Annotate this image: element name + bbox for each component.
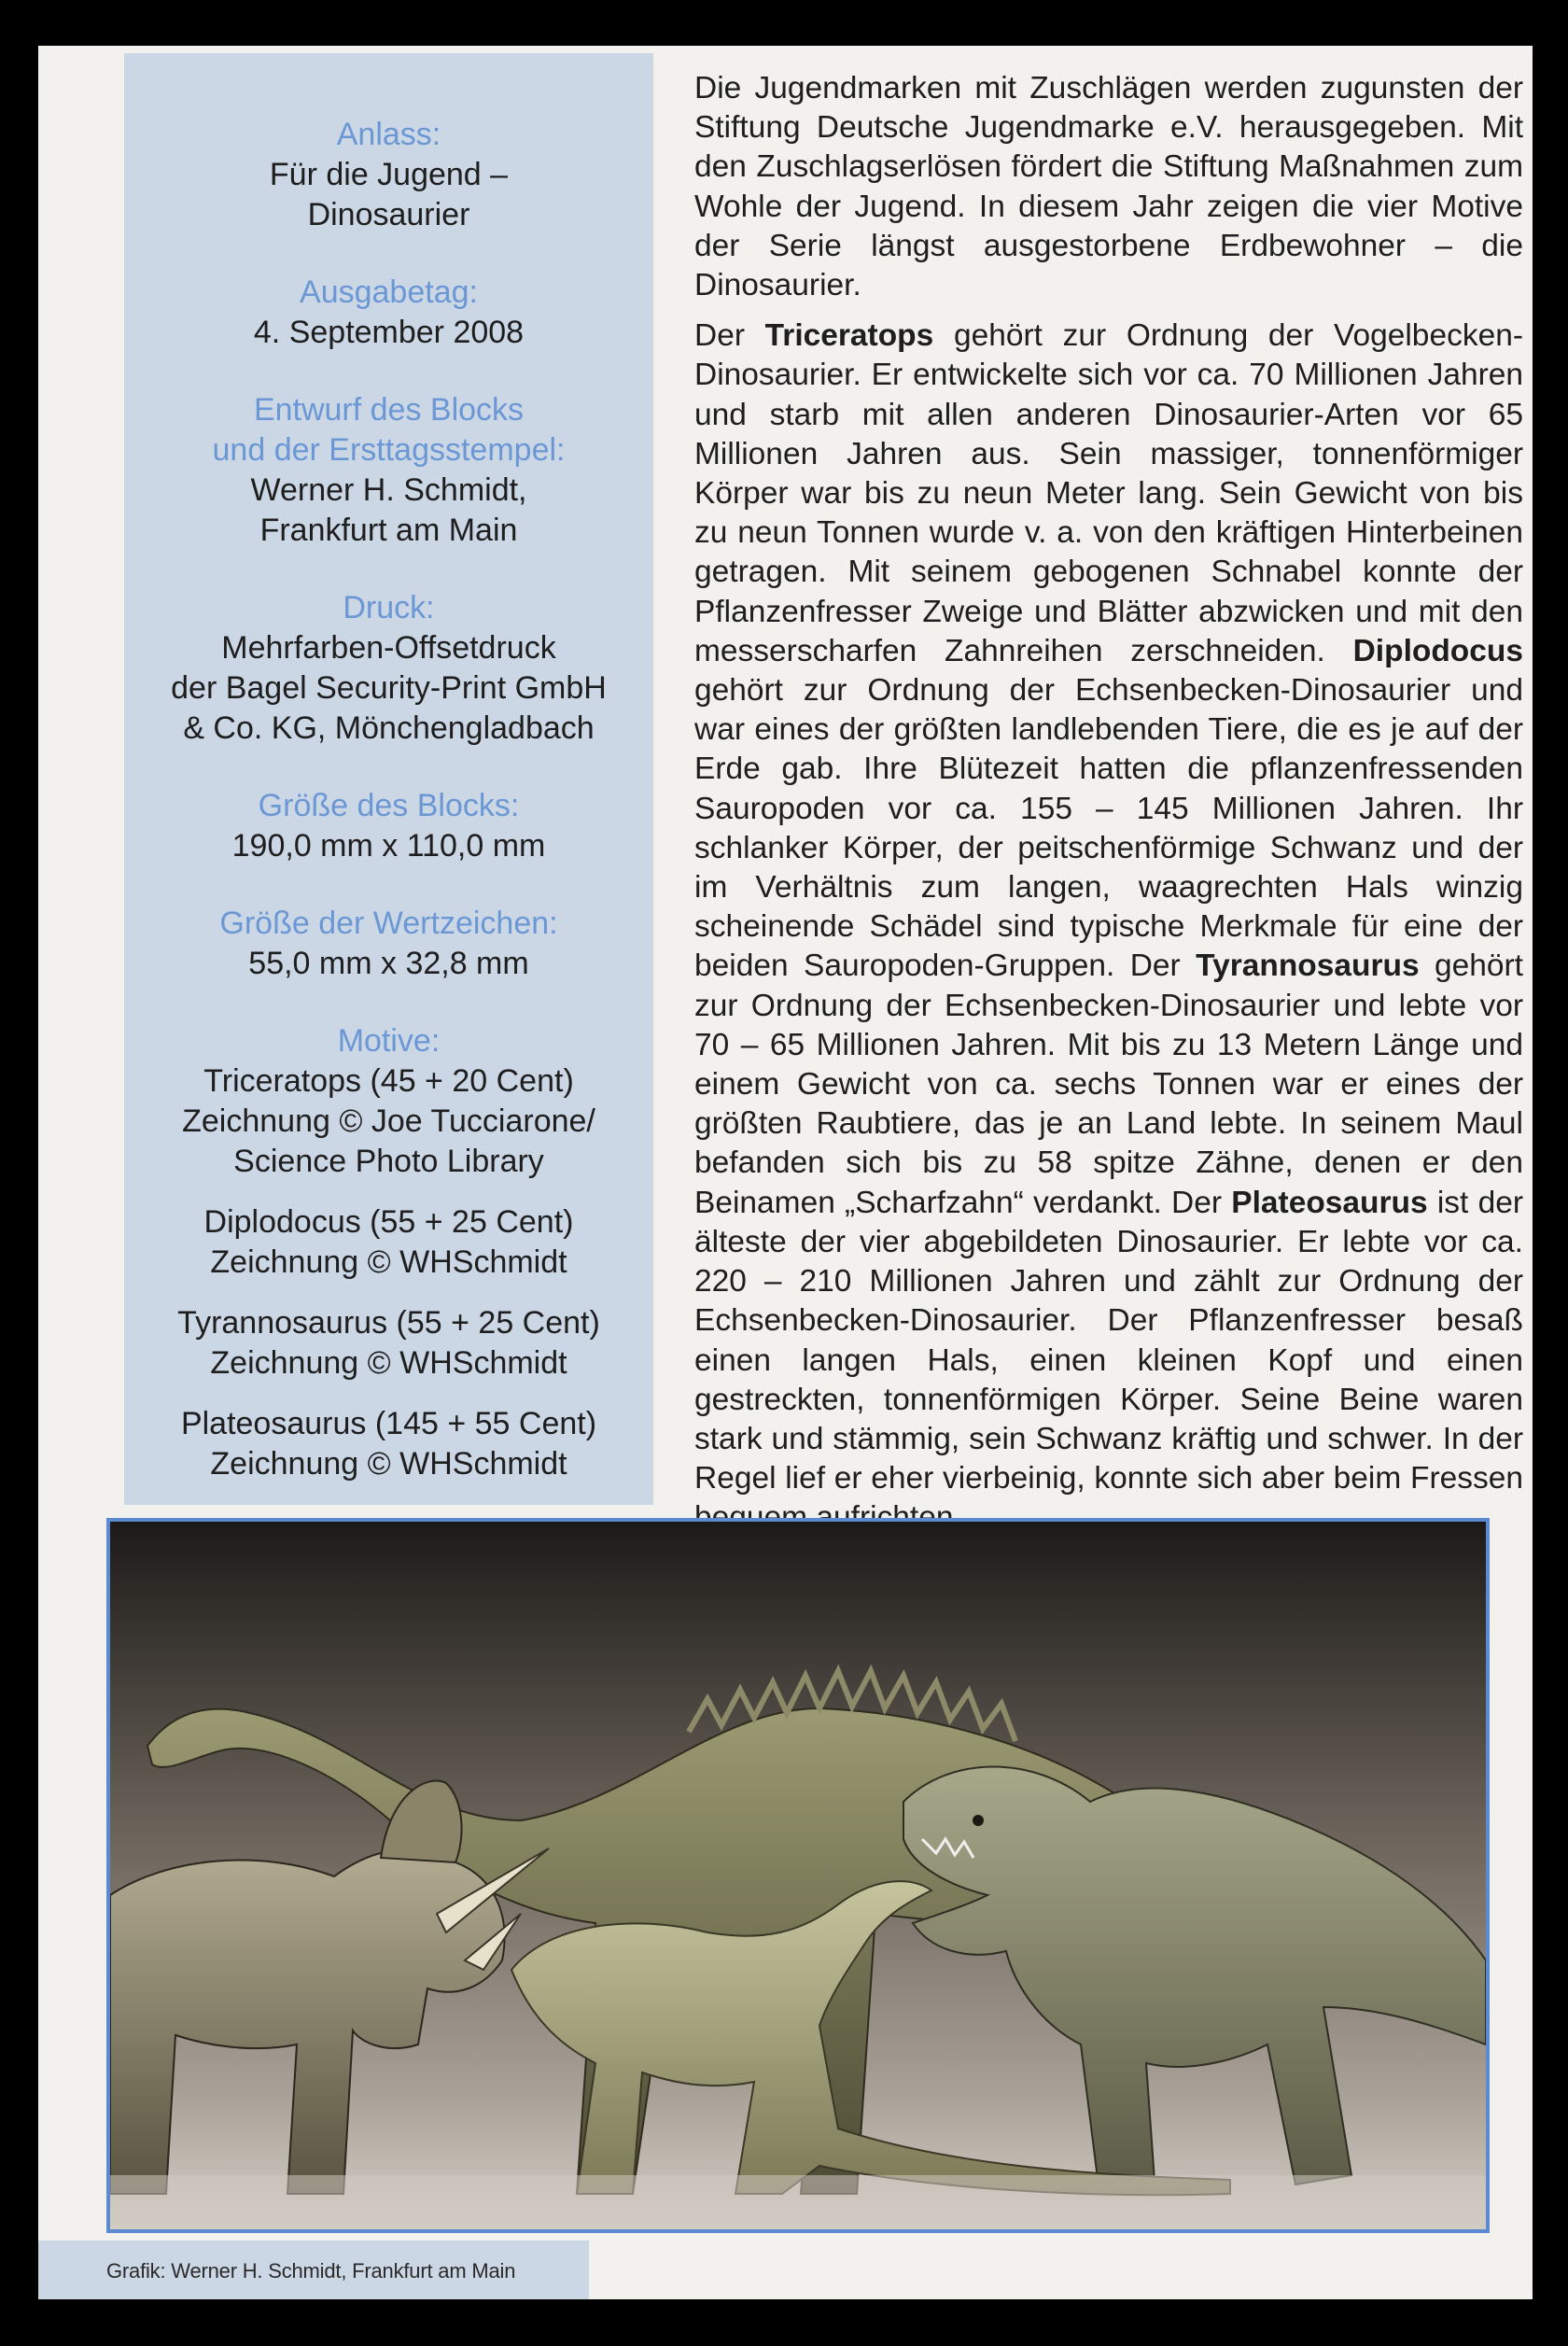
article-intro-paragraph: Die Jugendmarken mit Zuschlägen werden zugunsten der Stiftung Deutsche Jugendmarke e.V. herausgegeben. Mit den Zuschlagserlösen fördert die Stiftung Maßnahmen zum Wohle der Jugend. In diesem Jahr zeigen die vier Motive der Serie längst ausgestorbene Erdbewohner – die Dinosaurier.: [694, 71, 1523, 303]
term-diplodocus: Diplodocus: [1352, 633, 1523, 668]
term-plateosaurus: Plateosaurus: [1231, 1185, 1428, 1220]
term-tyrannosaurus: Tyrannosaurus: [1196, 948, 1420, 984]
ausgabetag-value: 4. September 2008: [253, 315, 525, 350]
anlass-value-line1: Für die Jugend –: [269, 157, 509, 192]
text-run: ist der älteste der vier abgebildeten Dinosaurier. Er lebte vor ca. 220 – 210 Millionen Jahren und zählt zur Ordnung der Echsenbecken-Dinosaurier. Der Pflanzenfresser besaß einen langen Hals, einen kleinen Kopf und einen gestreckten, tonnenförmigen Körper. Seine Beine waren stark und stämmig, sein Schwanz kräftig und schwer. In der Regel lief er eher vierbeinig, konnte sich aber beim Fressen: [694, 1185, 1523, 1496]
groesse-block-label: Größe des Blocks:: [258, 788, 520, 823]
entwurf-label-line1: Entwurf des Blocks: [253, 392, 525, 428]
info-sidebar: [124, 53, 653, 1505]
motive-credit: Zeichnung © WHSchmidt: [210, 1345, 567, 1381]
groesse-wert-section: [124, 904, 653, 984]
anlass-label: Anlass:: [336, 117, 441, 152]
article-text: [694, 69, 1523, 1538]
motive-title: Plateosaurus (145 + 55 Cent): [180, 1406, 597, 1441]
text-run: gehört zur Ordnung der Echsenbecken-Dinosaurier und lebte vor 70 – 65 Millionen Jahren. Mit bis zu 13 Metern Länge und einem Gewicht von ca. sechs Tonnen war er eines der größten Raubtiere, das je an Land lebte. In seinem Maul befanden sich bis zu 58 spitze Zähne, denen er den Beinamen „Scharfzahn“ verdankt. Der: [694, 948, 1523, 1220]
text-run: gehört zur Ordnung der Echsenbecken-Dinosaurier und war eines der größten landlebenden Tiere, die es je auf der Erde gab. Ihre Blütezeit hatten die pflanzenfressenden Sauropoden vor ca. 155 – 145 Millionen Jahren. Ihr schlanker Körper, der peitschenförmige Schwanz und der im Verhältnis zum langen, waagrechten Hals winzig scheinende Schädel sind typische Merkmale für eine der beiden Sauropoden-Gruppen. Der: [694, 673, 1523, 984]
motive-title: Diplodocus (55 + 25 Cent): [203, 1204, 574, 1240]
motive-credit-line2: Science Photo Library: [233, 1144, 544, 1179]
druck-section: [124, 588, 653, 749]
entwurf-value-line1: Werner H. Schmidt,: [250, 472, 527, 508]
graphic-credit-bar: [38, 2241, 589, 2299]
text-run: gehört zur Ordnung der Vogelbecken-Dinosaurier. Er entwickelte sich vor ca. 70 Millionen Jahren und starb mit allen anderen Dinosaurier-Arten vor 65 Millionen Jahren aus. Sein massiger, tonnenförmiger Körper war bis zu neun Meter lang. Sein Gewicht von bis zu neun Tonnen wurde v. a. von den kräftigen Hinterbeinen getragen. Mit seinem gebogenen Schnabel konnte der Pflanzenfresser Zweige und Blätter abzwicken und mit den messerscharfen Zahnreihen zerschneiden.: [694, 318, 1523, 668]
anlass-section: [124, 115, 653, 235]
druck-value-line3: & Co. KG, Mönchengladbach: [183, 710, 595, 746]
dinosaur-illustration: [106, 1518, 1490, 2233]
anlass-value-line2: Dinosaurier: [307, 197, 470, 232]
motive-item: [124, 1061, 653, 1182]
druck-value-line1: Mehrfarben-Offsetdruck: [221, 630, 556, 666]
druck-value-line2: der Bagel Security-Print GmbH: [171, 670, 607, 706]
text-run: Der: [694, 318, 765, 354]
motive-item: [124, 1202, 653, 1283]
motive-label: Motive:: [337, 1023, 441, 1059]
motive-title: Tyrannosaurus (55 + 25 Cent): [177, 1305, 600, 1341]
motive-title: Triceratops (45 + 20 Cent): [203, 1063, 574, 1099]
groesse-wert-value: 55,0 mm x 32,8 mm: [248, 946, 529, 981]
article-dinosaur-paragraph: [694, 316, 1523, 1538]
ausgabetag-section: [124, 273, 653, 353]
motive-credit: Zeichnung © WHSchmidt: [210, 1244, 567, 1280]
entwurf-value-line2: Frankfurt am Main: [259, 513, 518, 548]
term-triceratops: Triceratops: [764, 318, 934, 354]
ausgabetag-label: Ausgabetag:: [300, 274, 478, 310]
motive-section: [124, 1021, 653, 1484]
motive-credit: Zeichnung © Joe Tucciarone/: [182, 1103, 595, 1139]
brochure-page: [38, 46, 1533, 2299]
graphic-credit: Grafik: Werner H. Schmidt, Frankfurt am Main: [106, 2259, 516, 2283]
groesse-block-value: 190,0 mm x 110,0 mm: [231, 828, 546, 864]
groesse-block-section: [124, 786, 653, 866]
motive-item: [124, 1404, 653, 1484]
motive-credit: Zeichnung © WHSchmidt: [210, 1446, 567, 1482]
entwurf-section: [124, 390, 653, 551]
motive-item: [124, 1303, 653, 1384]
groesse-wert-label: Größe der Wertzeichen:: [219, 906, 558, 941]
druck-label: Druck:: [343, 590, 435, 625]
dinosaur-painting: [110, 1522, 1486, 2229]
entwurf-label-line2: und der Ersttagsstempel:: [212, 432, 566, 468]
